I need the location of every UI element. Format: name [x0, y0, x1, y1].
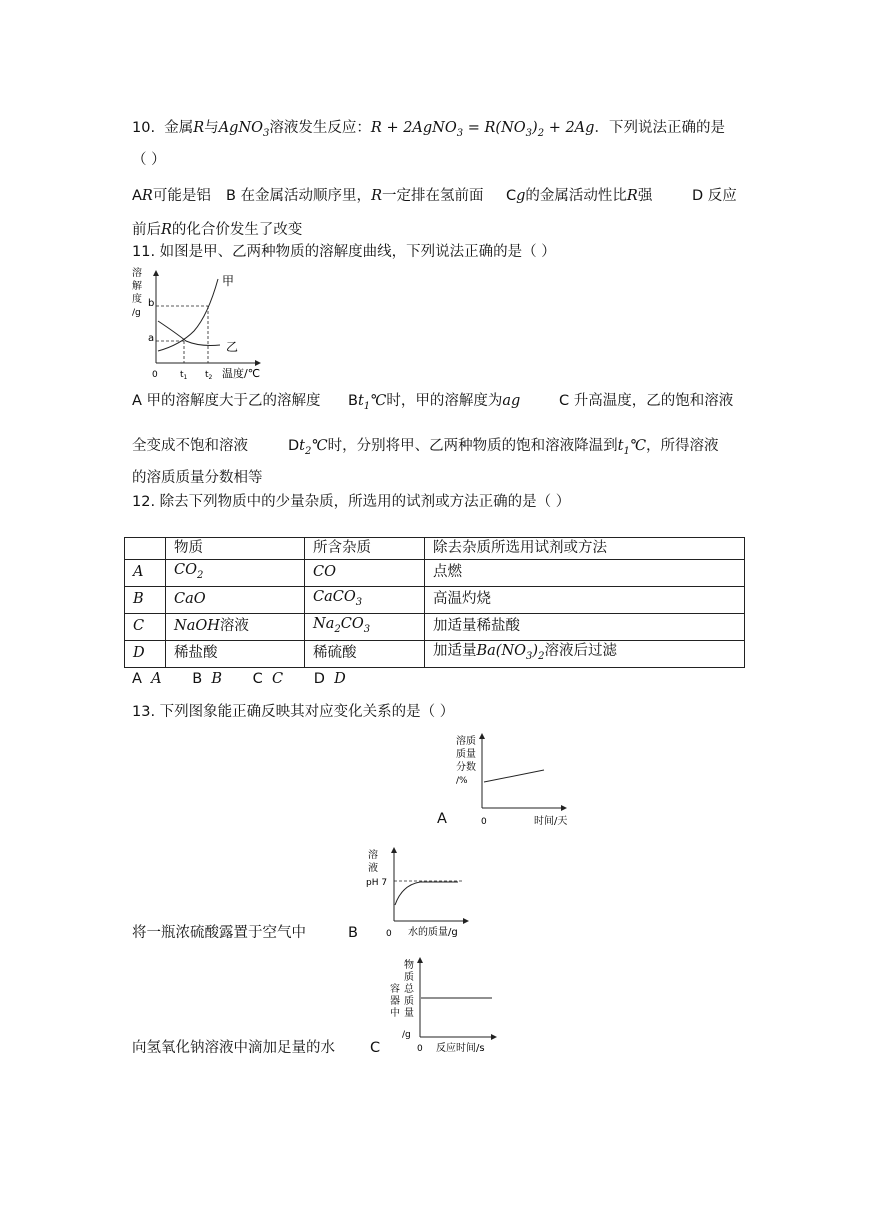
q12-option-b: B B [192, 671, 223, 687]
q12-option-a: A A [132, 671, 162, 687]
q10-option-b: B 在金属活动顺序里，R一定排在氢前面 [226, 188, 484, 204]
row-letter: D [125, 640, 166, 667]
cell-substance: 稀盐酸 [166, 640, 305, 667]
ylabel-c-left-2: 器 [390, 996, 400, 1007]
ylabel-b-1: 溶 [368, 850, 378, 861]
cell-method: 点燃 [425, 560, 745, 587]
origin: 0 [152, 370, 158, 380]
label-yi: 乙 [226, 340, 239, 354]
table-header [125, 538, 745, 560]
cell-impurity: CO [305, 560, 425, 587]
cell-substance: NaOH溶液 [166, 613, 305, 640]
q10-option-a: AR可能是铝 [132, 188, 211, 204]
header-cell [125, 538, 166, 560]
ylabel-3: 度 [132, 294, 142, 305]
line-a [484, 770, 544, 782]
origin-c: 0 [417, 1044, 423, 1054]
ylabel-2: 解 [132, 281, 142, 292]
cell-method: 高温灼烧 [425, 586, 745, 613]
row-letter: B [125, 586, 166, 613]
q10-option-c: Cg的金属活动性比R强 [506, 188, 653, 204]
cell-substance: CaO [166, 586, 305, 613]
tick-t2: $t_2$ [205, 370, 213, 381]
q10-paren: （ ） [132, 152, 166, 168]
graph-a [450, 730, 575, 830]
table-row [125, 613, 745, 640]
origin-a: 0 [481, 817, 487, 827]
impurity-table [124, 537, 745, 668]
q13-stem: 13. 下列图象能正确反映其对应变化关系的是（ ） [132, 704, 455, 720]
ylabel-a-2: 质量 [456, 749, 476, 760]
tick-t1: $t_1$ [180, 370, 188, 381]
ylabel-c-left-1: 容 [390, 984, 400, 995]
curve-yi [158, 321, 220, 346]
xlabel: 温度/℃ [222, 367, 261, 380]
graph-c [386, 955, 504, 1055]
curve-jia [158, 279, 218, 351]
tick-a: a [148, 333, 155, 344]
q13-letter-c: C [370, 1040, 381, 1056]
cell-impurity: CaCO$_3$ [305, 586, 425, 613]
row-letter: A [125, 560, 166, 587]
q11-option-b: $Bt_1℃$时，甲的溶解度为ag [348, 393, 521, 412]
header-cell: 除去杂质所选用试剂或方法 [425, 538, 745, 560]
q12-stem: 12. 除去下列物质中的少量杂质，所选用的试剂或方法正确的是（ ） [132, 494, 571, 510]
header-cell: 所含杂质 [305, 538, 425, 560]
q11-option-c-cont: 全变成不饱和溶液 [132, 438, 248, 454]
ylabel-c-right-2: 质 [404, 972, 414, 983]
q10-option-d: D 反应 [692, 188, 737, 204]
q11-option-d-cont: 的溶质质量分数相等 [132, 470, 263, 486]
ylabel-c-right-3: 总 [404, 984, 414, 995]
q10-option-d-cont: 前后R的化合价发生了改变 [132, 222, 303, 238]
q13-desc-b: 向氢氧化钠溶液中滴加足量的水 [132, 1040, 335, 1056]
cell-impurity: 稀硫酸 [305, 640, 425, 667]
cell-substance: $CO_2$ [166, 560, 305, 587]
cell-method: 加适量稀盐酸 [425, 613, 745, 640]
cell-method: 加适量$Ba(NO_3)_2$溶液后过滤 [425, 640, 745, 667]
q13-letter-a: A [437, 811, 447, 827]
q12-option-d: D D [313, 671, 346, 687]
header-cell: 物质 [166, 538, 305, 560]
q11-option-a: A 甲的溶解度大于乙的溶解度 [132, 393, 321, 409]
q13-desc-a: 将一瓶浓硫酸露置于空气中 [132, 925, 306, 941]
q11-option-c: C 升高温度，乙的饱和溶液 [559, 393, 734, 409]
ylabel-b-3: pH 7 [366, 878, 388, 888]
ylabel-1: 溶 [132, 268, 142, 279]
xlabel-a: 时间/天 [534, 816, 568, 827]
q13-letter-b: B [348, 925, 358, 941]
ylabel-a-1: 溶质 [456, 736, 476, 747]
ylabel-c-right-4: 质 [404, 996, 414, 1007]
q11-stem: 11. 如图是甲、乙两种物质的溶解度曲线，下列说法正确的是（ ） [132, 244, 556, 260]
xlabel-c: 反应时间/s [436, 1043, 485, 1054]
table-row [125, 560, 745, 587]
label-jia: 甲 [222, 274, 235, 288]
ylabel-a-3: 分数 [456, 762, 476, 773]
solubility-graph [128, 265, 268, 383]
xlabel-b: 水的质量/g [408, 927, 458, 938]
yunit-c: /g [402, 1030, 411, 1040]
ylabel-b-2: 液 [368, 863, 378, 874]
ylabel-a-4: /% [456, 776, 468, 786]
q12-option-c: C C [252, 671, 284, 687]
cell-impurity: $Na_2CO_3$ [305, 613, 425, 640]
table-row [125, 640, 745, 667]
q12-options [132, 669, 346, 689]
ylabel-4: /g [132, 308, 141, 318]
ylabel-c-right-5: 量 [404, 1008, 414, 1019]
origin-b: 0 [386, 929, 392, 939]
graph-b [364, 845, 474, 943]
q10-stem: 10. 金属R与AgNO$_3$溶液发生反应：R + 2AgNO$_3$ = $R(NO_3)_2 + 2Ag$．下列说法正确的是 [132, 120, 725, 139]
ylabel-c-left-3: 中 [390, 1008, 400, 1019]
row-letter: C [125, 613, 166, 640]
ylabel-c-right-1: 物 [404, 960, 414, 971]
table-row [125, 586, 745, 613]
tick-b: b [148, 298, 155, 309]
curve-b [395, 882, 458, 905]
q11-option-d: $Dt_2℃$时，分别将甲、乙两种物质的饱和溶液降温到$t_1℃$，所得溶液 [288, 438, 719, 457]
